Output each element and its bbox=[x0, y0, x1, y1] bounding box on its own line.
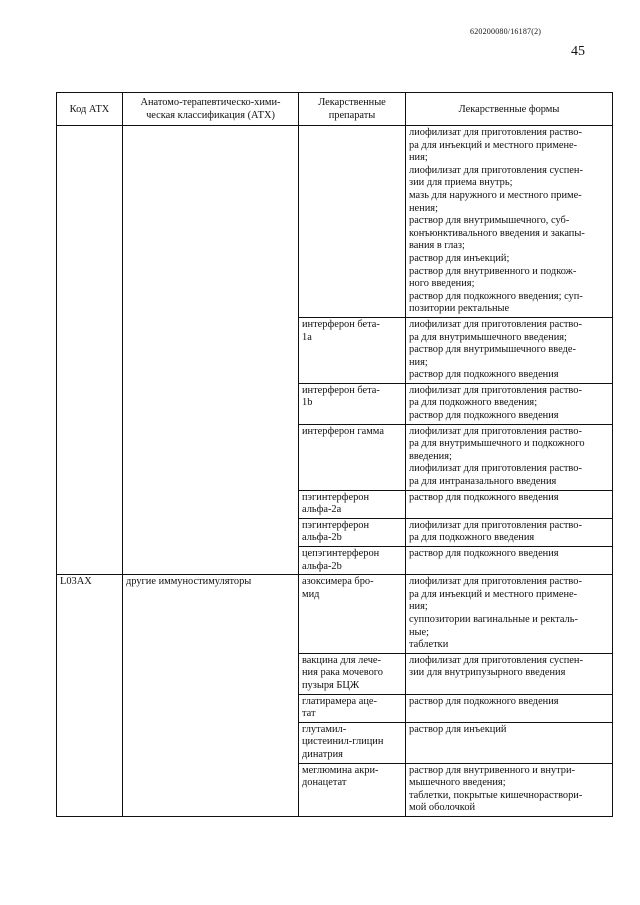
drug-name-line: альфа-2b bbox=[302, 532, 342, 544]
drug-name-line: альфа-2b bbox=[302, 560, 342, 572]
dosage-form-line: раствор для инъекций bbox=[409, 723, 507, 735]
atc-classification-cell bbox=[123, 126, 299, 575]
dosage-form-line: лиофилизат для приготовления раство- bbox=[409, 127, 582, 138]
drug-name-line: интерферон бета- bbox=[302, 384, 380, 396]
drug-name-line: азоксимера бро- bbox=[302, 576, 374, 588]
drug-name-line: глатирамера аце- bbox=[302, 695, 378, 707]
dosage-form-line: ра для инъекций и местного примене- bbox=[409, 588, 578, 600]
document-id: 620200080/16187(2) bbox=[470, 27, 542, 36]
header-line: Лекарственные bbox=[318, 97, 386, 108]
drug-name-cell bbox=[299, 763, 406, 816]
drug-name-line: 1b bbox=[302, 397, 313, 409]
header-line: препараты bbox=[328, 110, 376, 121]
drug-name-cell bbox=[299, 317, 406, 383]
dosage-form-line: лиофилизат для приготовления раство- bbox=[409, 519, 582, 531]
dosage-form-line: раствор для внутримышечного введе- bbox=[409, 344, 576, 356]
dosage-forms-cell bbox=[406, 722, 613, 763]
drug-name-line: меглюмина акри- bbox=[302, 764, 379, 776]
atc-code-cell: L03AX bbox=[57, 575, 123, 817]
page-number: 45 bbox=[571, 44, 585, 59]
dosage-form-line: нения; bbox=[409, 202, 438, 214]
dosage-form-line: ния; bbox=[409, 152, 428, 164]
dosage-form-line: ра для интраназального введения bbox=[409, 476, 557, 488]
drug-name-cell bbox=[299, 547, 406, 575]
drug-name-cell bbox=[299, 575, 406, 654]
drug-name-line: интерферон бета- bbox=[302, 318, 380, 330]
drug-name-line: глутамил- bbox=[302, 723, 347, 735]
table-row bbox=[57, 126, 613, 318]
col-header-atc-code bbox=[57, 93, 123, 126]
dosage-form-line: лиофилизат для приготовления раство- bbox=[409, 425, 582, 437]
header-line: Анатомо-терапевтическо-хими- bbox=[140, 97, 281, 108]
drug-name-cell bbox=[299, 518, 406, 546]
col-header-atc-classification bbox=[123, 93, 299, 126]
drug-name-line: цепэгинтерферон bbox=[302, 548, 380, 559]
dosage-form-line: ния; bbox=[409, 356, 428, 368]
dosage-form-line: введения; bbox=[409, 450, 452, 462]
dosage-forms-cell bbox=[406, 490, 613, 518]
dosage-forms-cell bbox=[406, 763, 613, 816]
dosage-forms-cell bbox=[406, 547, 613, 575]
dosage-form-line: раствор для подкожного введения bbox=[409, 410, 559, 422]
dosage-form-line: ра для подкожного введения; bbox=[409, 397, 538, 409]
dosage-form-line: ра для инъекций и местного примене- bbox=[409, 139, 578, 151]
dosage-form-line: лиофилизат для приготовления раство- bbox=[409, 463, 582, 475]
dosage-form-line: суппозитории вагинальные и ректаль- bbox=[409, 613, 578, 625]
dosage-form-line: лиофилизат для приготовления суспен- bbox=[409, 164, 583, 176]
dosage-form-line: лиофилизат для приготовления раство- bbox=[409, 576, 582, 588]
dosage-forms-cell bbox=[406, 694, 613, 722]
dosage-forms-cell bbox=[406, 383, 613, 424]
dosage-form-line: раствор для подкожного введения bbox=[409, 369, 559, 381]
dosage-form-line: ного введения; bbox=[409, 278, 475, 290]
dosage-form-line: лиофилизат для приготовления раство- bbox=[409, 318, 582, 330]
dosage-form-line: таблетки bbox=[409, 639, 449, 651]
dosage-forms-cell bbox=[406, 126, 613, 318]
drug-name-line: донацетат bbox=[302, 777, 347, 789]
dosage-forms-cell bbox=[406, 424, 613, 490]
dosage-form-line: ра для подкожного введения bbox=[409, 532, 535, 544]
atc-classification-cell: другие иммуностимуляторы bbox=[123, 575, 299, 817]
dosage-form-line: мой оболочкой bbox=[409, 802, 476, 814]
drug-name-line: мид bbox=[302, 588, 320, 600]
table-body bbox=[57, 126, 613, 817]
dosage-forms-cell bbox=[406, 653, 613, 694]
drug-name-line: динатрия bbox=[302, 748, 343, 760]
dosage-form-line: зии для внутрипузырного введения bbox=[409, 667, 566, 679]
drug-name-line: пэгинтерферон bbox=[302, 519, 370, 531]
dosage-form-line: конъюнктивального введения и закапы- bbox=[409, 227, 585, 239]
dosage-form-line: раствор для инъекций; bbox=[409, 252, 510, 264]
dosage-form-line: мазь для наружного и местного приме- bbox=[409, 189, 582, 201]
dosage-form-line: таблетки, покрытые кишечнораствори- bbox=[409, 789, 583, 801]
dosage-form-line: ные; bbox=[409, 626, 430, 638]
drug-name-cell bbox=[299, 490, 406, 518]
dosage-form-line: раствор для подкожного введения; суп- bbox=[409, 290, 583, 302]
dosage-form-line: раствор для внутривенного и подкож- bbox=[409, 265, 577, 277]
dosage-form-line: ния; bbox=[409, 601, 428, 613]
drug-name-line: интерферон гамма bbox=[302, 425, 384, 437]
drug-name-line: вакцина для лече- bbox=[302, 654, 382, 666]
dosage-form-line: ра для внутримышечного и подкожного bbox=[409, 438, 585, 450]
dosage-form-line: раствор для внутримышечного, суб- bbox=[409, 215, 570, 227]
header-line: ческая классификация (АТХ) bbox=[146, 110, 275, 121]
dosage-forms-cell bbox=[406, 518, 613, 546]
drug-name-line: цистеинил-глицин bbox=[302, 736, 384, 748]
drug-name-cell bbox=[299, 126, 406, 318]
col-header-dosage-forms bbox=[406, 93, 613, 126]
drug-name-cell bbox=[299, 722, 406, 763]
dosage-form-line: раствор для подкожного введения bbox=[409, 548, 559, 559]
drug-name-cell bbox=[299, 383, 406, 424]
header-line: Лекарственные формы bbox=[458, 103, 560, 115]
header-line: Код АТХ bbox=[69, 103, 110, 115]
atc-table bbox=[56, 92, 613, 817]
dosage-forms-cell bbox=[406, 317, 613, 383]
drug-name-line: тат bbox=[302, 708, 316, 720]
drug-name-line: 1a bbox=[302, 331, 312, 343]
dosage-form-line: лиофилизат для приготовления суспен- bbox=[409, 654, 583, 666]
dosage-form-line: зии для приема внутрь; bbox=[409, 177, 513, 189]
drug-name-cell bbox=[299, 694, 406, 722]
dosage-form-line: лиофилизат для приготовления раство- bbox=[409, 384, 582, 396]
table-header bbox=[57, 93, 613, 126]
atc-code-cell bbox=[57, 126, 123, 575]
dosage-form-line: раствор для внутривенного и внутри- bbox=[409, 764, 575, 776]
drug-name-line: ния рака мочевого bbox=[302, 667, 383, 679]
col-header-drugs bbox=[299, 93, 406, 126]
drug-name-cell bbox=[299, 424, 406, 490]
table-row bbox=[57, 575, 613, 654]
dosage-form-line: ра для внутримышечного введения; bbox=[409, 331, 567, 343]
dosage-form-line: раствор для подкожного введения bbox=[409, 695, 559, 707]
dosage-forms-cell bbox=[406, 575, 613, 654]
dosage-form-line: раствор для подкожного введения bbox=[409, 491, 559, 503]
drug-name-line: альфа-2a bbox=[302, 504, 342, 516]
drug-name-line: пэгинтерферон bbox=[302, 491, 370, 503]
drug-name-line: пузыря БЦЖ bbox=[302, 679, 360, 691]
header-row bbox=[57, 93, 613, 126]
drug-name-cell bbox=[299, 653, 406, 694]
dosage-form-line: позитории ректальные bbox=[409, 303, 510, 315]
dosage-form-line: вания в глаз; bbox=[409, 240, 465, 252]
dosage-form-line: мышечного введения; bbox=[409, 777, 506, 789]
